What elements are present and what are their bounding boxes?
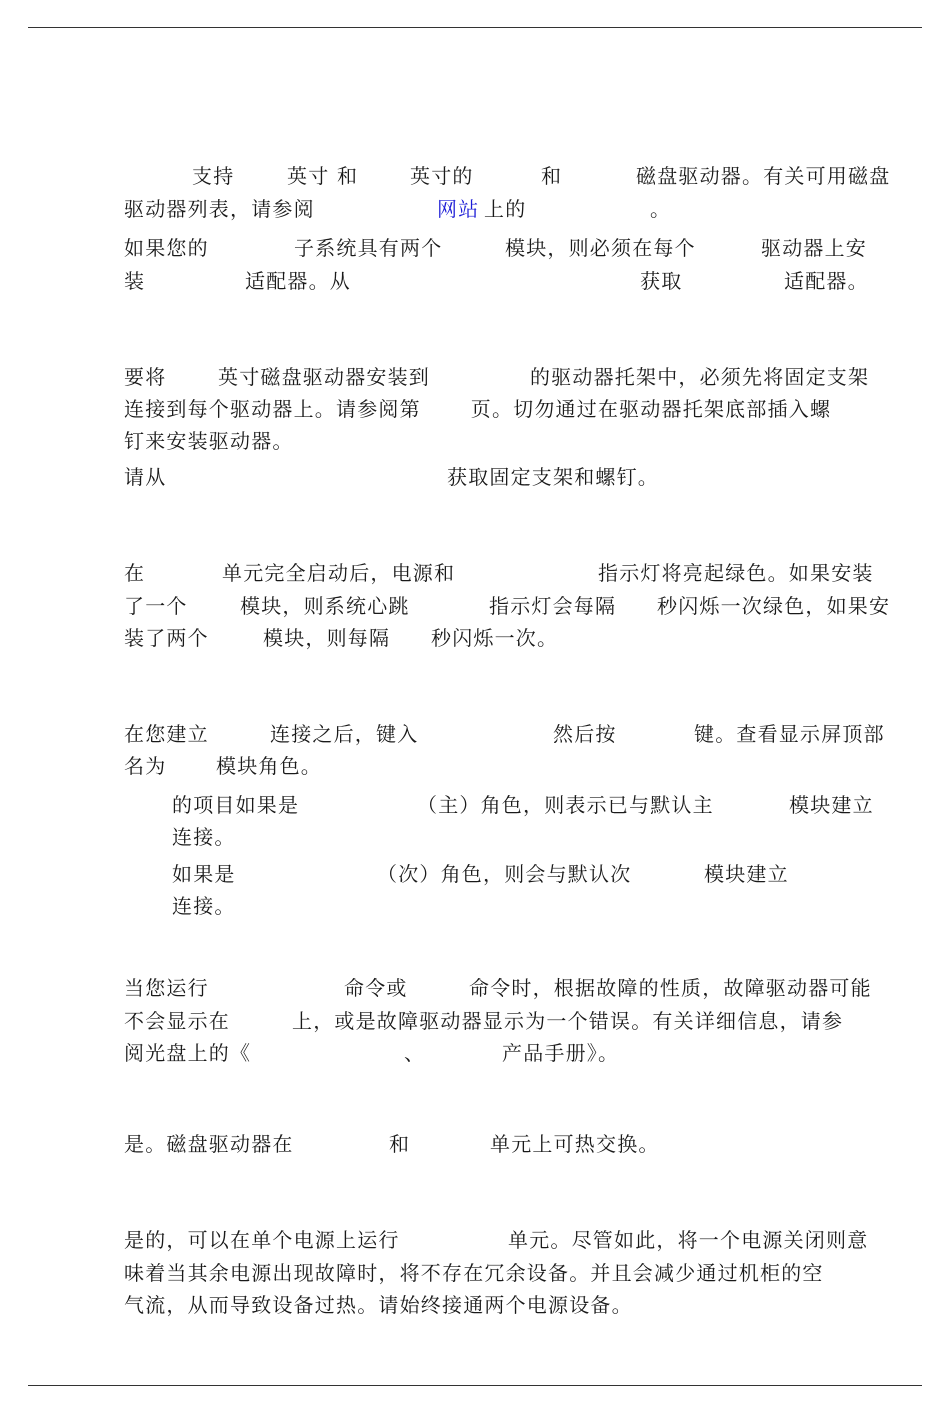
text: 要将 bbox=[124, 365, 167, 389]
text: 英寸的 bbox=[410, 164, 474, 188]
text: 如果是 bbox=[172, 862, 236, 886]
text: 驱动器上安 bbox=[761, 236, 867, 260]
text: 上，或是故障驱动器显示为一个错误。有关详细信息，请参 bbox=[292, 1009, 844, 1033]
text: 驱动器列表，请参阅 bbox=[124, 197, 315, 221]
text: 然后按 bbox=[553, 722, 617, 746]
text: 了一个 bbox=[124, 594, 188, 618]
text: 获取 bbox=[640, 269, 683, 293]
text: 单元。尽管如此，将一个电源关闭则意 bbox=[508, 1228, 869, 1252]
text: 命令时，根据故障的性质，故障驱动器可能 bbox=[469, 976, 872, 1000]
text: 不会显示在 bbox=[124, 1009, 230, 1033]
text: 请从 bbox=[124, 465, 167, 489]
text: 是。磁盘驱动器在 bbox=[124, 1132, 294, 1156]
text: 、 bbox=[404, 1041, 426, 1065]
text: 单元上可热交换。 bbox=[490, 1132, 660, 1156]
text: 当您运行 bbox=[124, 976, 209, 1000]
website-link[interactable]: 网站 bbox=[437, 197, 480, 221]
text: 在 bbox=[124, 561, 146, 585]
text: 模块建立 bbox=[789, 793, 874, 817]
text: 指示灯会每隔 bbox=[489, 594, 617, 618]
text: 指示灯将亮起绿色。如果安装 bbox=[598, 561, 874, 585]
text: 和 bbox=[541, 164, 563, 188]
header-rule bbox=[28, 27, 922, 28]
text: 秒闪烁一次绿色，如果安 bbox=[657, 594, 891, 618]
text: 连接。 bbox=[172, 894, 236, 918]
text: 装了两个 bbox=[124, 626, 209, 650]
text: 是的，可以在单个电源上运行 bbox=[124, 1228, 400, 1252]
text: 适配器。 bbox=[784, 269, 869, 293]
text: 连接。 bbox=[172, 825, 236, 849]
text: 磁盘驱动器。有关可用磁盘 bbox=[636, 164, 891, 188]
text: 装 bbox=[124, 269, 146, 293]
text: 钉来安装驱动器。 bbox=[124, 429, 294, 453]
text: 连接之后，键入 bbox=[270, 722, 419, 746]
text: 如果您的 bbox=[124, 236, 209, 260]
text: 上的 bbox=[484, 197, 527, 221]
text: 英寸 和 bbox=[287, 164, 359, 188]
footer-rule bbox=[28, 1385, 922, 1386]
text: 支持 bbox=[192, 164, 235, 188]
text: 味着当其余电源出现故障时，将不存在冗余设备。并且会减少通过机柜的空 bbox=[124, 1261, 824, 1285]
text: 获取固定支架和螺钉。 bbox=[447, 465, 659, 489]
text: 产品手册》。 bbox=[502, 1041, 620, 1065]
text: 的驱动器托架中，必须先将固定支架 bbox=[530, 365, 870, 389]
text: 秒闪烁一次。 bbox=[431, 626, 559, 650]
text: （次）角色，则会与默认次 bbox=[377, 862, 632, 886]
text: 的项目如果是 bbox=[172, 793, 300, 817]
text: 名为 bbox=[124, 754, 167, 778]
text: 模块，则每隔 bbox=[263, 626, 391, 650]
text: 键。查看显示屏顶部 bbox=[694, 722, 885, 746]
text: 气流，从而导致设备过热。请始终接通两个电源设备。 bbox=[124, 1293, 633, 1317]
text: 命令或 bbox=[344, 976, 408, 1000]
text: 和 bbox=[389, 1132, 411, 1156]
text: 子系统具有两个 bbox=[294, 236, 443, 260]
text: 适配器。从 bbox=[245, 269, 351, 293]
text: （主）角色，则表示已与默认主 bbox=[417, 793, 714, 817]
text: 单元完全启动后，电源和 bbox=[222, 561, 456, 585]
text: 连接到每个驱动器上。请参阅第 页。切勿通过在驱动器托架底部插入螺 bbox=[124, 397, 832, 421]
text: 模块，则系统心跳 bbox=[240, 594, 410, 618]
text: 在您建立 bbox=[124, 722, 209, 746]
text: 模块建立 bbox=[704, 862, 789, 886]
text: 模块角色。 bbox=[216, 754, 322, 778]
text: 模块，则必须在每个 bbox=[505, 236, 696, 260]
text: 阅光盘上的《 bbox=[124, 1041, 252, 1065]
text: 英寸磁盘驱动器安装到 bbox=[218, 365, 430, 389]
text: 。 bbox=[650, 197, 672, 221]
